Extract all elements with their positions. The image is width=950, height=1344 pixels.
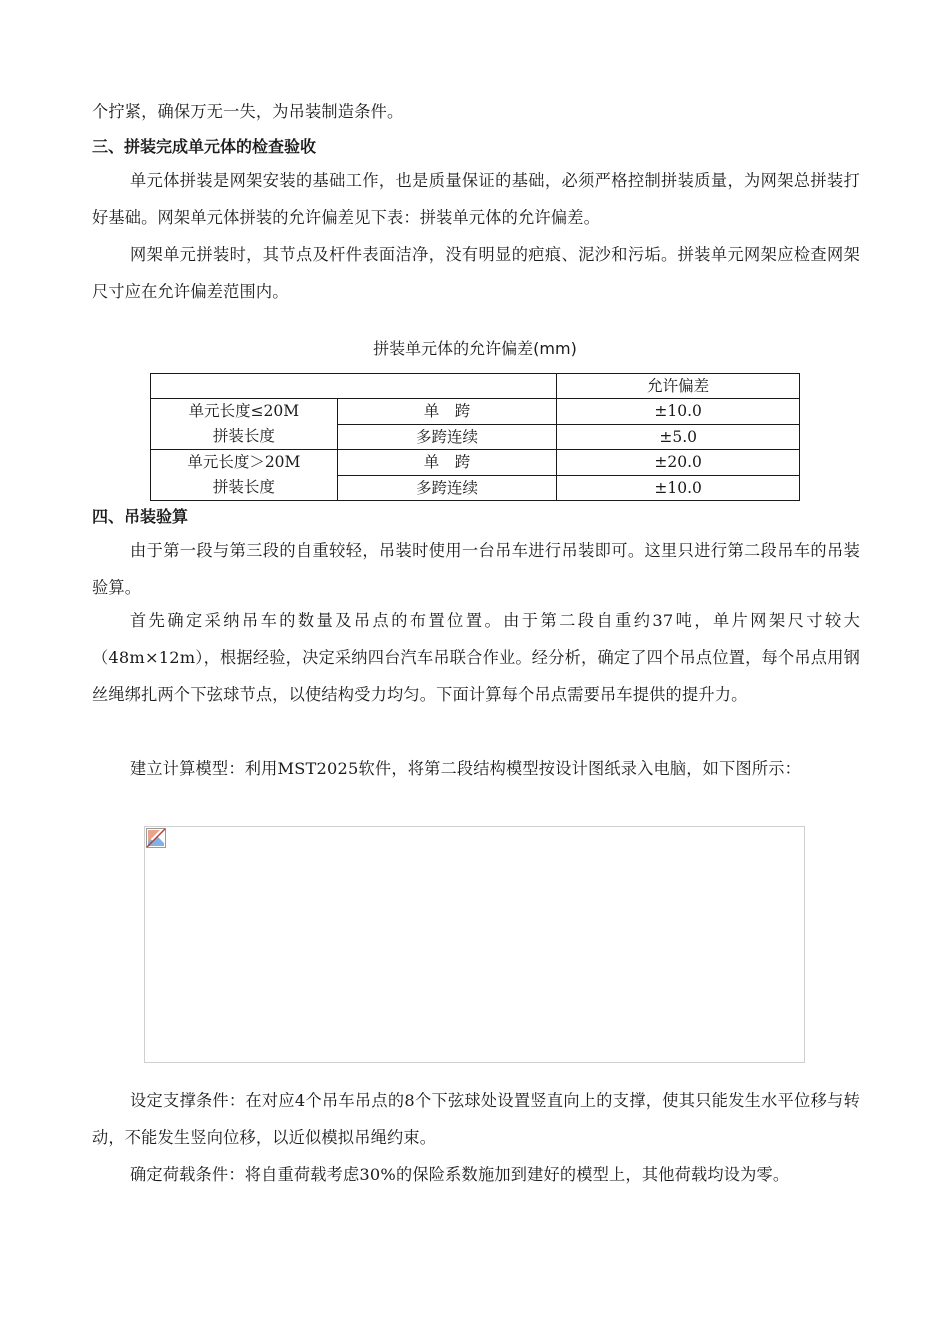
table-group-label — [151, 450, 338, 501]
table-cell-type: 单 跨 — [337, 450, 557, 476]
group-label-line: 拼装长度 — [212, 427, 275, 445]
tolerance-table — [150, 373, 800, 501]
table-header-tolerance: 允许偏差 — [557, 374, 800, 399]
group-label-line: 拼装长度 — [212, 478, 275, 496]
paragraph-lifting-intro: 由于第一段与第三段的自重较轻，吊装时使用一台吊车进行吊装即可。这里只进行第二段吊车的吊装验算。 — [92, 541, 860, 597]
table-row — [151, 399, 800, 425]
paragraph-model-setup: 建立计算模型：利用MST2025软件，将第二段结构模型按设计图纸录入电脑，如下图所示： — [130, 759, 802, 778]
paragraph-support-conditions: 设定支撑条件：在对应4个吊车吊点的8个下弦球处设置竖直向上的支撑，使其只能发生水平位移与转动，不能发生竖向位移，以近似模拟吊绳约束。 — [92, 1091, 860, 1147]
table-header-row — [151, 374, 800, 399]
table-cell-value: ±5.0 — [557, 424, 800, 450]
table-row — [151, 450, 800, 476]
group-label-line: 单元长度≤20M — [188, 402, 300, 420]
paragraph-unit-assembly: 单元体拼装是网架安装的基础工作，也是质量保证的基础，必须严格控制拼装质量，为网架总拼装打好基础。网架单元体拼装的允许偏差见下表：拼装单元体的允许偏差。 — [92, 171, 860, 227]
group-label-line: 单元长度＞20M — [187, 453, 301, 471]
model-figure-placeholder — [144, 826, 805, 1063]
section-heading-3: 三、拼装完成单元体的检查验收 — [92, 137, 317, 156]
paragraph-inspection: 网架单元拼装时，其节点及杆件表面洁净，没有明显的疤痕、泥沙和污垢。拼装单元网架应检查网架尺寸应在允许偏差范围内。 — [92, 245, 860, 301]
section-heading-4: 四、吊装验算 — [92, 507, 189, 526]
table-cell-type: 多跨连续 — [337, 424, 557, 450]
table-header-empty — [151, 374, 557, 399]
paragraph-load-conditions: 确定荷载条件：将自重荷载考虑30%的保险系数施加到建好的模型上，其他荷载均设为零。 — [130, 1165, 790, 1184]
paragraph-crane-layout: 首先确定采纳吊车的数量及吊点的布置位置。由于第二段自重约37吨，单片网架尺寸较大（48m×12m），根据经验，决定采纳四台汽车吊联合作业。经分析，确定了四个吊点位置，每个吊点用钢丝绳绑扎两个下弦球节点，以使结构受力均匀。下面计算每个吊点需要吊车提供的提升力。 — [92, 611, 860, 704]
table-cell-value: ±20.0 — [557, 450, 800, 476]
table-cell-value: ±10.0 — [557, 475, 800, 501]
broken-image-icon — [146, 828, 166, 848]
table-cell-value: ±10.0 — [557, 399, 800, 425]
table-caption: 拼装单元体的允许偏差(mm) — [373, 339, 577, 358]
paragraph-continuation: 个拧紧，确保万无一失，为吊装制造条件。 — [92, 102, 404, 121]
table-group-label — [151, 399, 338, 450]
table-cell-type: 单 跨 — [337, 399, 557, 425]
table-cell-type: 多跨连续 — [337, 475, 557, 501]
